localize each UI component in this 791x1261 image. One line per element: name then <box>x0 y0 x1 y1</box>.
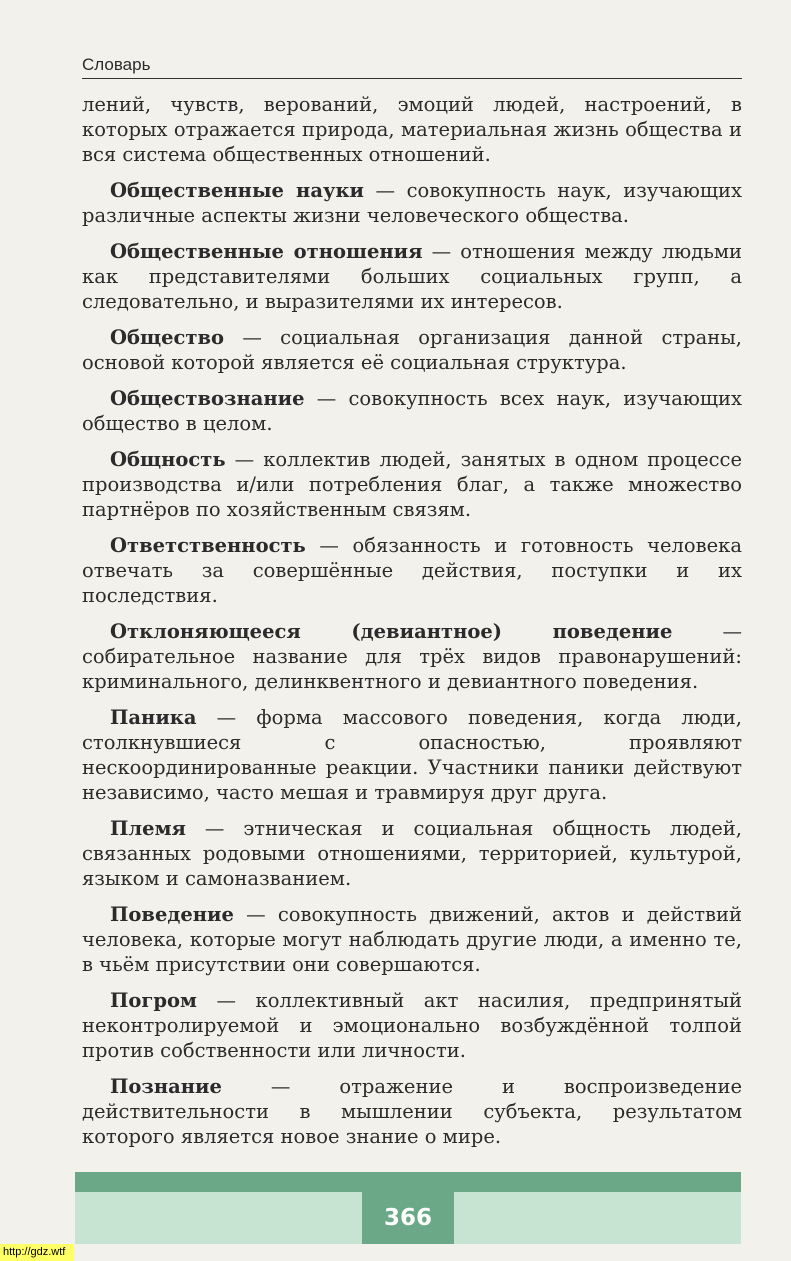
dictionary-entry <box>82 533 742 608</box>
dictionary-entry <box>82 902 742 977</box>
entry-definition: — отражение и воспроизведение действительности в мышлении субъекта, результатом которого является новое знание о мире. <box>82 1075 742 1148</box>
dictionary-entry <box>82 705 742 805</box>
dictionary-entry <box>82 816 742 891</box>
dictionary-entry <box>82 1074 742 1149</box>
dictionary-entry <box>82 447 742 522</box>
entry-term: Общество <box>110 326 225 349</box>
entry-definition: — отношения между людьми как представителями больших социальных групп, а следовательно, и выразителями их интересов. <box>82 240 742 313</box>
entry-definition: — коллектив людей, занятых в одном процессе производства и/или потребления благ, а также множество партнёров по хозяйственным связям. <box>82 448 742 521</box>
dictionary-entry <box>82 988 742 1063</box>
dictionary-entry <box>82 619 742 694</box>
entry-definition: — обязанность и готовность человека отвечать за совершённые действия, поступки и их последствия. <box>82 534 742 607</box>
entry-term: Общественные науки <box>110 179 364 202</box>
running-header <box>82 55 742 79</box>
entry-term: Познание <box>110 1075 222 1098</box>
dictionary-entry <box>82 325 742 375</box>
watermark-link[interactable]: http://gdz.wtf <box>0 1244 74 1261</box>
entry-term: Общность <box>110 448 226 471</box>
footer-band <box>75 1172 741 1192</box>
entry-definition: — коллективный акт насилия, предпринятый неконтролируемой и эмоционально возбуждённой толпой против собственности или личности. <box>82 989 742 1062</box>
entry-term: Ответственность <box>110 534 306 557</box>
continued-paragraph: лений, чувств, верований, эмоций людей, настроений, в которых отражается природа, материальная жизнь общества и вся система общественных отношений. <box>82 93 742 166</box>
section-title: Словарь <box>82 55 151 74</box>
page-body <box>82 92 742 1160</box>
entry-definition: — совокупность всех наук, изучающих общество в целом. <box>82 387 742 435</box>
entry-term: Общественные отношения <box>110 240 423 263</box>
entry-term: Обществознание <box>110 387 305 410</box>
entry-term: Племя <box>110 817 186 840</box>
entry-definition: — социальная организация данной страны, основой которой является её социальная структура. <box>82 326 742 374</box>
page-number: 366 <box>362 1192 454 1244</box>
entry-definition: — этническая и социальная общность людей, связанных родовыми отношениями, территорией, культурой, языком и самоназванием. <box>82 817 742 890</box>
entry-term: Отклоняющееся (девиантное) поведение <box>110 620 673 643</box>
entry-term: Поведение <box>110 903 234 926</box>
dictionary-entry <box>82 386 742 436</box>
dictionary-entry <box>82 239 742 314</box>
entry-term: Погром <box>110 989 197 1012</box>
dictionary-entry <box>82 178 742 228</box>
entry-definition: — совокупность движений, актов и действий человека, которые могут наблюдать другие люди, а именно те, в чьём присутствии они совершаются. <box>82 903 742 976</box>
entry-definition: — форма массового поведения, когда люди, столкнувшиеся с опасностью, проявляют нескоординированные реакции. Участники паники действуют независимо, часто мешая и травмируя друг друга. <box>82 706 742 804</box>
entry-definition: — собирательное название для трёх видов правонарушений: криминального, делинквентного и девиантного поведения. <box>82 620 742 693</box>
entry-definition: — совокупность наук, изучающих различные аспекты жизни человеческого общества. <box>82 179 742 227</box>
entry-term: Паника <box>110 706 197 729</box>
